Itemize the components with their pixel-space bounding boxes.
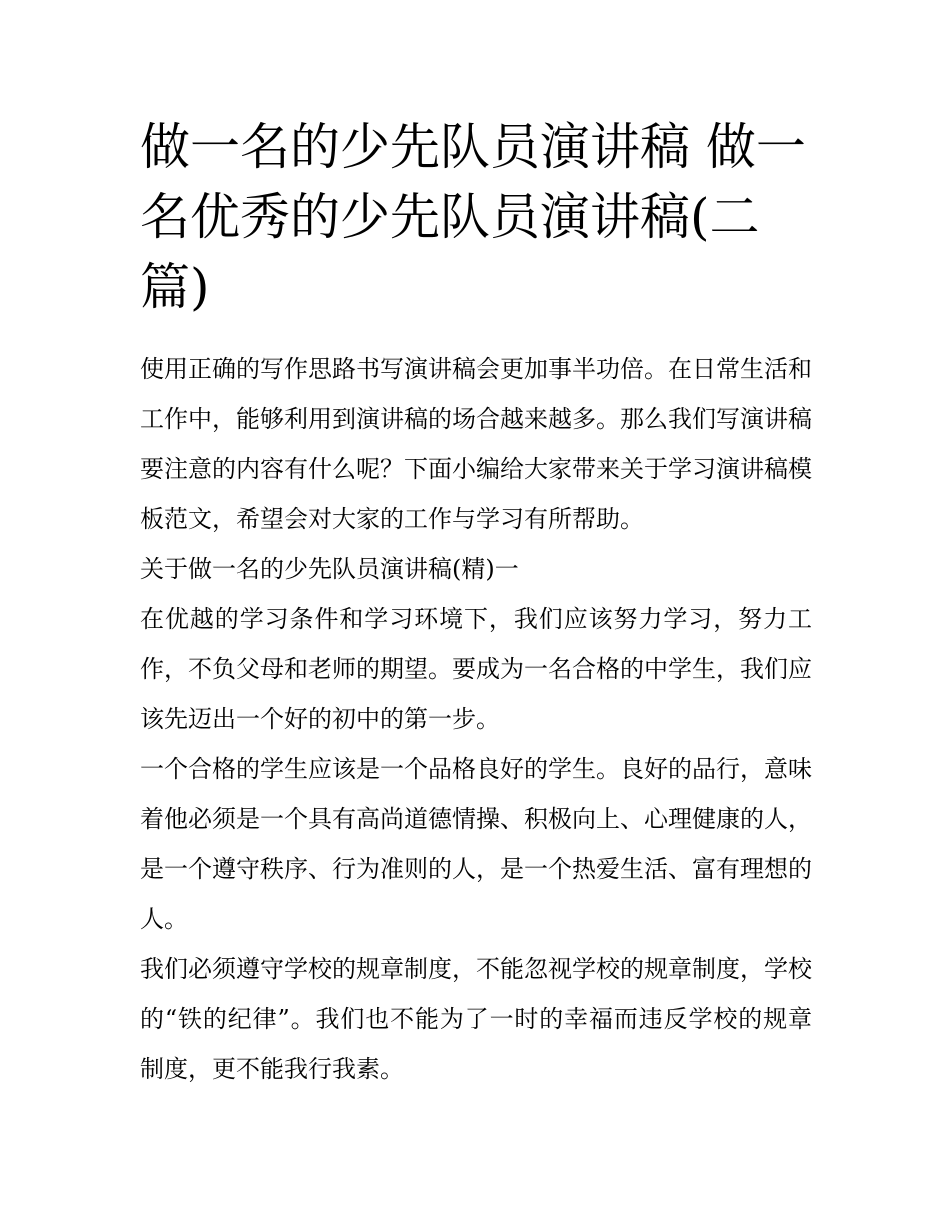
document-title: 做一名的少先队员演讲稿 做一名优秀的少先队员演讲稿(二篇) (140, 118, 806, 316)
document-body (140, 112, 812, 1094)
body-paragraph: 在优越的学习条件和学习环境下，我们应该努力学习，努力工作，不负父母和老师的期望。要成为一名合格的中学生，我们应该先迈出一个好的初中的第一步。 (140, 605, 812, 733)
section-heading: 关于做一名的少先队员演讲稿(精)一 (140, 555, 519, 583)
intro-paragraph: 使用正确的写作思路书写演讲稿会更加事半功倍。在日常生活和工作中，能够利用到演讲稿的场合越来越多。那么我们写演讲稿要注意的内容有什么呢？下面小编给大家带来关于学习演讲稿模板范文，希望会对大家的工作与学习有所帮助。 (140, 355, 812, 533)
body-paragraph: 我们必须遵守学校的规章制度，不能忽视学校的规章制度，学校的“铁的纪律”。我们也不能为了一时的幸福而违反学校的规章制度，更不能我行我素。 (140, 955, 812, 1083)
body-paragraph: 一个合格的学生应该是一个品格良好的学生。良好的品行，意味着他必须是一个具有高尚道德情操、积极向上、心理健康的人，是一个遵守秩序、行为准则的人，是一个热爱生活、富有理想的人。 (140, 755, 812, 933)
